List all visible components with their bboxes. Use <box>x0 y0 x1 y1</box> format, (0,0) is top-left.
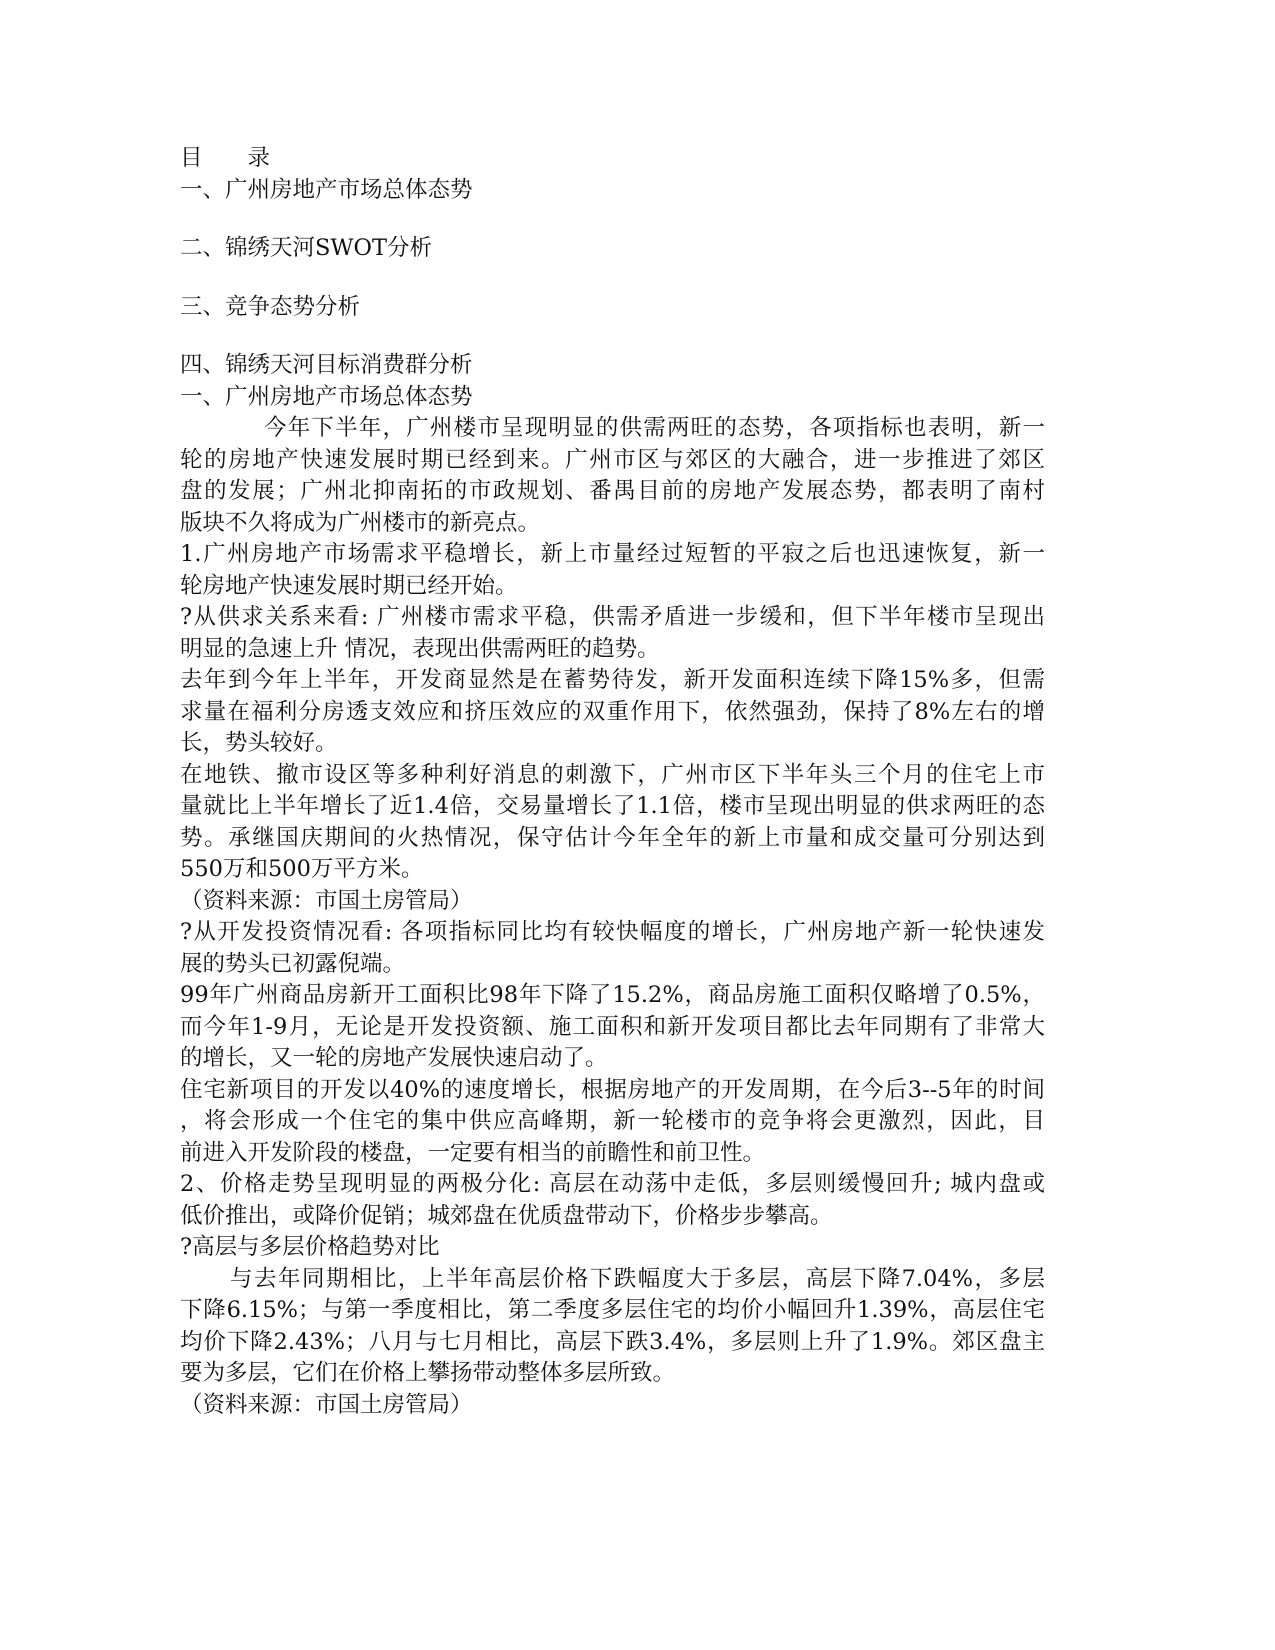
text-line: 长，势头较好。 <box>180 730 338 756</box>
text-line: 势。承继国庆期间的火热情况，保守估计今年全年的新上市量和成交量可分别达到 <box>180 824 1045 851</box>
text-line: 与去年同期相比，上半年高层价格下跌幅度大于多层，高层下降7.04%，多层 <box>230 1265 1045 1292</box>
text-line: 明显的急速上升 情况，表现出供需两旺的趋势。 <box>180 635 660 662</box>
text-line: 版块不久将成为广州楼市的新亮点。 <box>180 509 541 536</box>
supply-paragraph-2 <box>180 760 1045 886</box>
price-compare-paragraph <box>180 1264 1045 1390</box>
text-line: 1.广州房地产市场需求平稳增长，新上市量经过短暂的平寂之后也迅速恢复，新一 <box>180 541 1045 567</box>
text-line: 要为多层，它们在价格上攀扬带动整体多层所致。 <box>180 1360 676 1386</box>
text-line: ?从供求关系来看: 广州楼市需求平稳，供需矛盾进一步缓和，但下半年楼市呈现出 <box>180 604 1045 630</box>
price-compare-heading: ?高层与多层价格趋势对比 <box>180 1234 440 1260</box>
point-2-heading <box>180 1169 1045 1232</box>
toc-title: 目 录 <box>180 145 271 171</box>
text-line: 盘的发展；广州北抑南拓的市政规划、番禺目前的房地产发展态势，都表明了南村 <box>180 478 1045 504</box>
text-line: 在地铁、撤市设区等多种利好消息的刺激下，广州市区下半年头三个月的住宅上市 <box>180 761 1045 788</box>
supply-paragraph-1 <box>180 665 1045 760</box>
text-line: 2、价格走势呈现明显的两极分化: 高层在动荡中走低，多层则缓慢回升; 城内盘或 <box>180 1171 1045 1197</box>
supply-demand-heading <box>180 602 1045 665</box>
investment-paragraph-2 <box>180 1075 1045 1170</box>
text-line: 去年到今年上半年，开发商显然是在蓄势待发，新开发面积连续下降15%多，但需 <box>180 667 1045 693</box>
text-line: 低价推出，或降价促销；城郊盘在优质盘带动下，价格步步攀高。 <box>180 1202 833 1229</box>
toc-item-4: 四、锦绣天河目标消费群分析 <box>180 352 473 378</box>
document-body <box>180 143 1045 1421</box>
text-line: 轮房地产快速发展时期已经开始。 <box>180 572 518 599</box>
section-heading: 一、广州房地产市场总体态势 <box>180 383 473 410</box>
investment-heading <box>180 917 1045 980</box>
text-line: 今年下半年，广州楼市呈现明显的供需两旺的态势，各项指标也表明，新一 <box>264 415 1045 441</box>
text-line: 均价下降2.43%；八月与七月相比，高层下跌3.4%，多层则上升了1.9%。郊区盘主 <box>180 1328 1045 1355</box>
text-line: ?从开发投资情况看: 各项指标同比均有较快幅度的增长，广州房地产新一轮快速发 <box>180 919 1045 945</box>
toc-item-3: 三、竞争态势分析 <box>180 293 361 320</box>
text-line: 展的势头已初露倪端。 <box>180 950 406 977</box>
text-line: 下降6.15%；与第一季度相比，第二季度多层住宅的均价小幅回升1.39%，高层住宅 <box>180 1297 1045 1323</box>
toc-item-2: 二、锦绣天河SWOT分析 <box>180 235 432 261</box>
text-line: 轮的房地产快速发展时期已经到来。广州市区与郊区的大融合，进一步推进了郊区 <box>180 446 1045 473</box>
investment-paragraph-1 <box>180 980 1045 1075</box>
text-line: 550万和500万平方米。 <box>180 856 424 882</box>
source-note: （资料来源：市国土房管局） <box>180 1391 473 1418</box>
text-line: 而今年1-9月，无论是开发投资额、施工面积和新开发项目都比去年同期有了非常大 <box>180 1013 1045 1040</box>
text-line: 99年广州商品房新开工面积比98年下降了15.2%，商品房施工面积仅略增了0.5%， <box>180 982 1045 1008</box>
point-1-heading <box>180 539 1045 602</box>
text-line: 住宅新项目的开发以40%的速度增长，根据房地产的开发周期，在今后3--5年的时间 <box>180 1076 1045 1103</box>
text-line: 量就比上半年增长了近1.4倍，交易量增长了1.1倍，楼市呈现出明显的供求两旺的态 <box>180 793 1045 819</box>
toc-item-1: 一、广州房地产市场总体态势 <box>180 176 473 203</box>
intro-paragraph <box>180 413 1045 539</box>
text-line: ，将会形成一个住宅的集中供应高峰期，新一轮楼市的竞争将会更激烈，因此，目 <box>180 1108 1045 1134</box>
text-line: 求量在福利分房透支效应和挤压效应的双重作用下，依然强劲，保持了8%左右的增 <box>180 698 1045 725</box>
text-line: 前进入开发阶段的楼盘，一定要有相当的前瞻性和前卫性。 <box>180 1139 766 1166</box>
source-note: （资料来源：市国土房管局） <box>180 887 473 914</box>
text-line: 的增长，又一轮的房地产发展快速启动了。 <box>180 1045 608 1071</box>
